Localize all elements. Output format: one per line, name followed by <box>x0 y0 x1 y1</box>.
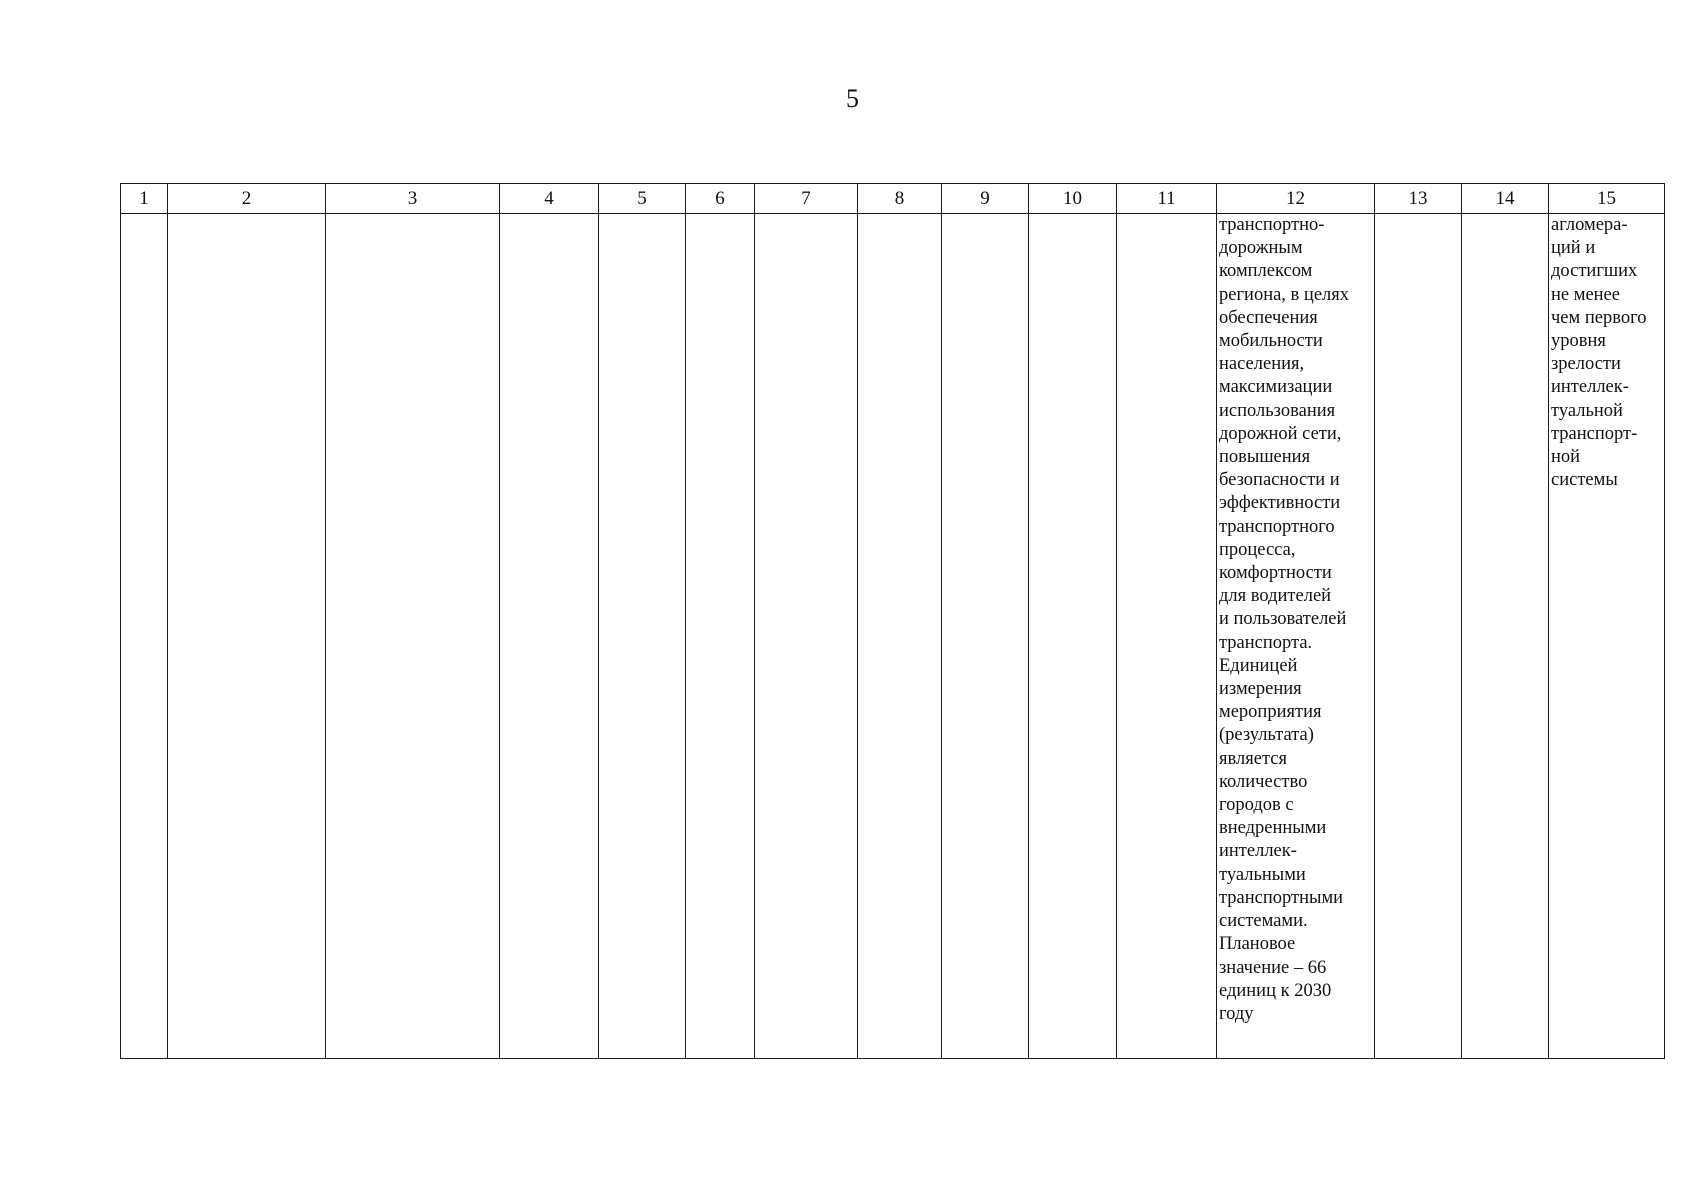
cell-text-line: дорожным <box>1219 238 1303 259</box>
table-cell-col9 <box>942 214 1029 1059</box>
column-header-15: 15 <box>1549 184 1665 214</box>
cell-text-line: населения, <box>1219 354 1305 375</box>
table-cell-col6 <box>686 214 755 1059</box>
cell-text-line: интеллек- <box>1551 377 1629 398</box>
cell-text-line: обеспечения <box>1219 307 1318 328</box>
cell-text-line: туальными <box>1219 864 1306 885</box>
table-cell-col8 <box>858 214 942 1059</box>
cell-text-line: зрелости <box>1551 354 1621 375</box>
cell-text-line: количество <box>1219 771 1308 792</box>
cell-text-line: единиц к 2030 <box>1219 980 1332 1001</box>
col12-text <box>1217 214 1374 1026</box>
column-header-1: 1 <box>121 184 168 214</box>
table-cell-col3 <box>326 214 500 1059</box>
cell-text-line: системы <box>1551 470 1618 491</box>
cell-text-line: мобильности <box>1219 331 1323 352</box>
cell-text-line: чем первого <box>1551 307 1647 328</box>
column-header-7: 7 <box>755 184 858 214</box>
cell-text-line: мероприятия <box>1219 702 1322 723</box>
cell-text-line: Плановое <box>1219 934 1296 955</box>
cell-text-line: дорожной сети, <box>1219 423 1342 444</box>
cell-text-line: транспорта. <box>1219 632 1313 653</box>
column-header-4: 4 <box>500 184 599 214</box>
column-header-5: 5 <box>599 184 686 214</box>
column-header-2: 2 <box>168 184 326 214</box>
table-cell-col13 <box>1375 214 1462 1059</box>
cell-text-line: (результата) <box>1219 725 1314 746</box>
column-header-8: 8 <box>858 184 942 214</box>
cell-text-line: использования <box>1219 400 1336 421</box>
cell-text-line: комплексом <box>1219 261 1313 282</box>
cell-text-line: Единицей <box>1219 655 1298 676</box>
cell-text-line: агломера- <box>1551 215 1628 235</box>
cell-text-line: и пользователей <box>1219 609 1347 630</box>
cell-text-line: внедренными <box>1219 818 1327 839</box>
col15-text <box>1549 214 1664 492</box>
cell-text-line: транспортного <box>1219 516 1335 537</box>
cell-text-line: городов с <box>1219 795 1294 816</box>
cell-text-line: транспортно- <box>1219 215 1325 235</box>
cell-text-line: максимизации <box>1219 377 1333 398</box>
table-cell-col7 <box>755 214 858 1059</box>
cell-text-line: безопасности и <box>1219 470 1340 491</box>
cell-text-line: измерения <box>1219 679 1302 700</box>
column-header-10: 10 <box>1029 184 1117 214</box>
table-cell-col5 <box>599 214 686 1059</box>
cell-text-line: году <box>1219 1003 1254 1024</box>
table-cell-col2 <box>168 214 326 1059</box>
table-cell-col11 <box>1117 214 1217 1059</box>
cell-text-line: не менее <box>1551 284 1620 305</box>
table-cell-col14 <box>1462 214 1549 1059</box>
table-cell-col4 <box>500 214 599 1059</box>
cell-text-line: для водителей <box>1219 586 1332 607</box>
cell-text-line: комфортности <box>1219 563 1332 584</box>
table-cell-col1 <box>121 214 168 1059</box>
column-header-3: 3 <box>326 184 500 214</box>
table-cell-col12 <box>1217 214 1375 1059</box>
column-header-9: 9 <box>942 184 1029 214</box>
cell-text-line: интеллек- <box>1219 841 1297 862</box>
cell-text-line: региона, в целях <box>1219 284 1350 305</box>
page-number: 5 <box>846 84 859 113</box>
table-cell-col15 <box>1549 214 1665 1059</box>
cell-text-line: процесса, <box>1219 539 1296 560</box>
column-header-12: 12 <box>1217 184 1375 214</box>
cell-text-line: значение – 66 <box>1219 957 1327 978</box>
table-row <box>121 214 1665 1059</box>
cell-text-line: достигших <box>1551 261 1638 282</box>
cell-text-line: транспорт- <box>1551 423 1638 444</box>
column-header-11: 11 <box>1117 184 1217 214</box>
column-header-6: 6 <box>686 184 755 214</box>
cell-text-line: эффективности <box>1219 493 1341 514</box>
cell-text-line: транспортными <box>1219 887 1344 908</box>
column-header-14: 14 <box>1462 184 1549 214</box>
document-table <box>120 183 1665 1059</box>
table-header-row <box>121 184 1665 214</box>
cell-text-line: ной <box>1551 447 1581 468</box>
column-header-13: 13 <box>1375 184 1462 214</box>
cell-text-line: повышения <box>1219 447 1311 468</box>
table-cell-col10 <box>1029 214 1117 1059</box>
cell-text-line: туальной <box>1551 400 1623 421</box>
cell-text-line: уровня <box>1551 331 1606 352</box>
cell-text-line: ций и <box>1551 238 1596 259</box>
cell-text-line: системами. <box>1219 911 1308 932</box>
cell-text-line: является <box>1219 748 1287 769</box>
